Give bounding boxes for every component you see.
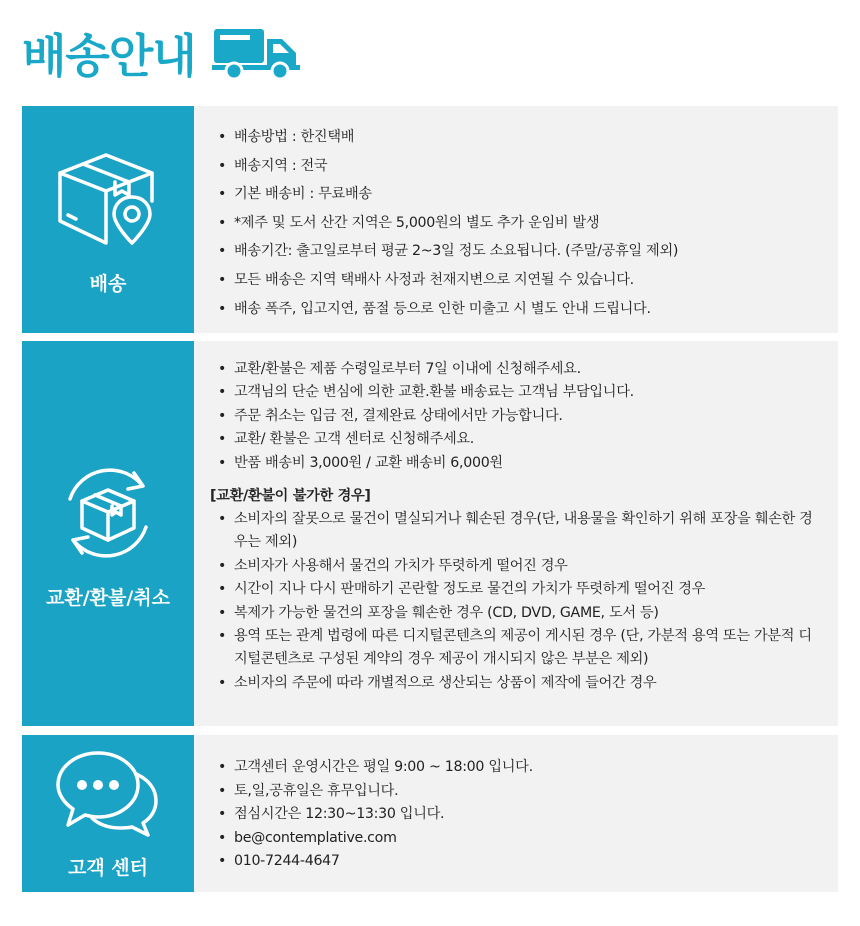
list-item: • *제주 및 도서 산간 지역은 5,000원의 별도 추가 운임비 발생: [218, 209, 824, 238]
customer-center-label: 고객 센터: [67, 857, 149, 879]
box-location-icon: [52, 143, 164, 255]
email-link[interactable]: • be@contemplative.com: [218, 827, 824, 851]
list-item: • 점심시간은 12:30~13:30 입니다.: [218, 803, 824, 827]
page-title: 배송안내: [22, 29, 196, 83]
restriction-list: [218, 508, 824, 695]
shipping-list: [218, 123, 824, 323]
list-item: • 용역 또는 관계 법령에 따른 디지털콘텐츠의 제공이 게시된 경우 (단, 가분적 용역 또는 가분적 디지털콘텐츠로 구성된 계약의 경우 제공이 개시되지 않은 부분은 제외): [218, 625, 824, 672]
list-item: • 고객센터 운영시간은 평일 9:00 ~ 18:00 입니다.: [218, 756, 824, 780]
truck-icon: [212, 25, 302, 81]
list-item: • 교환/환불은 제품 수령일로부터 7일 이내에 신청해주세요.: [218, 358, 824, 381]
shipping-sidebar: [22, 106, 194, 333]
list-item: • 반품 배송비 3,000원 / 교환 배송비 6,000원: [218, 452, 824, 475]
shipping-content: [194, 106, 838, 333]
list-item: • 토,일,공휴일은 휴무입니다.: [218, 780, 824, 804]
list-item: • 소비자가 사용해서 물건의 가치가 뚜렷하게 떨어진 경우: [218, 555, 824, 578]
list-item: • 교환/ 환불은 고객 센터로 신청해주세요.: [218, 428, 824, 451]
list-item: • 배송 폭주, 입고지연, 품절 등으로 인한 미출고 시 별도 안내 드립니다.: [218, 295, 824, 324]
page-header: [22, 18, 302, 88]
list-item: • 시간이 지나 다시 판매하기 곤란할 정도로 물건의 가치가 뚜렷하게 떨어진 경우: [218, 578, 824, 601]
list-item: • 소비자의 잘못으로 물건이 멸실되거나 훼손된 경우(단, 내용물을 확인하기 위해 포장을 훼손한 경우는 제외): [218, 508, 824, 555]
shipping-label: 배송: [89, 273, 127, 295]
list-item: • 모든 배송은 지역 택배사 사정과 천재지변으로 지연될 수 있습니다.: [218, 266, 824, 295]
exchange-sidebar: [22, 341, 194, 726]
chat-bubbles-icon: [52, 747, 164, 839]
list-item: • 배송지역 : 전국: [218, 152, 824, 181]
customer-center-section: [22, 735, 838, 892]
list-item: • 배송기간: 출고일로부터 평균 2~3일 정도 소요됩니다. (주말/공휴일 제외): [218, 237, 824, 266]
customer-center-content: [194, 735, 838, 892]
phone-number[interactable]: • 010-7244-4647: [218, 850, 824, 874]
list-item: • 배송방법 : 한진택배: [218, 123, 824, 152]
list-item: • 소비자의 주문에 따라 개별적으로 생산되는 상품이 제작에 들어간 경우: [218, 672, 824, 695]
list-item: • 주문 취소는 입금 전, 결제완료 상태에서만 가능합니다.: [218, 405, 824, 428]
box-exchange-icon: [52, 457, 164, 569]
exchange-section: [22, 341, 838, 726]
list-item: • 기본 배송비 : 무료배송: [218, 180, 824, 209]
restriction-heading: [교환/환불이 불가한 경우]: [210, 488, 371, 505]
exchange-label: 교환/환불/취소: [45, 587, 170, 609]
list-item: • 복제가 가능한 물건의 포장을 훼손한 경우 (CD, DVD, GAME, 도서 등): [218, 602, 824, 625]
list-item: • 고객님의 단순 변심에 의한 교환.환불 배송료는 고객님 부담입니다.: [218, 381, 824, 404]
exchange-content: [194, 341, 838, 726]
exchange-list: [218, 358, 824, 475]
customer-center-list: [218, 756, 824, 874]
customer-center-sidebar: [22, 735, 194, 892]
shipping-section: [22, 106, 838, 333]
